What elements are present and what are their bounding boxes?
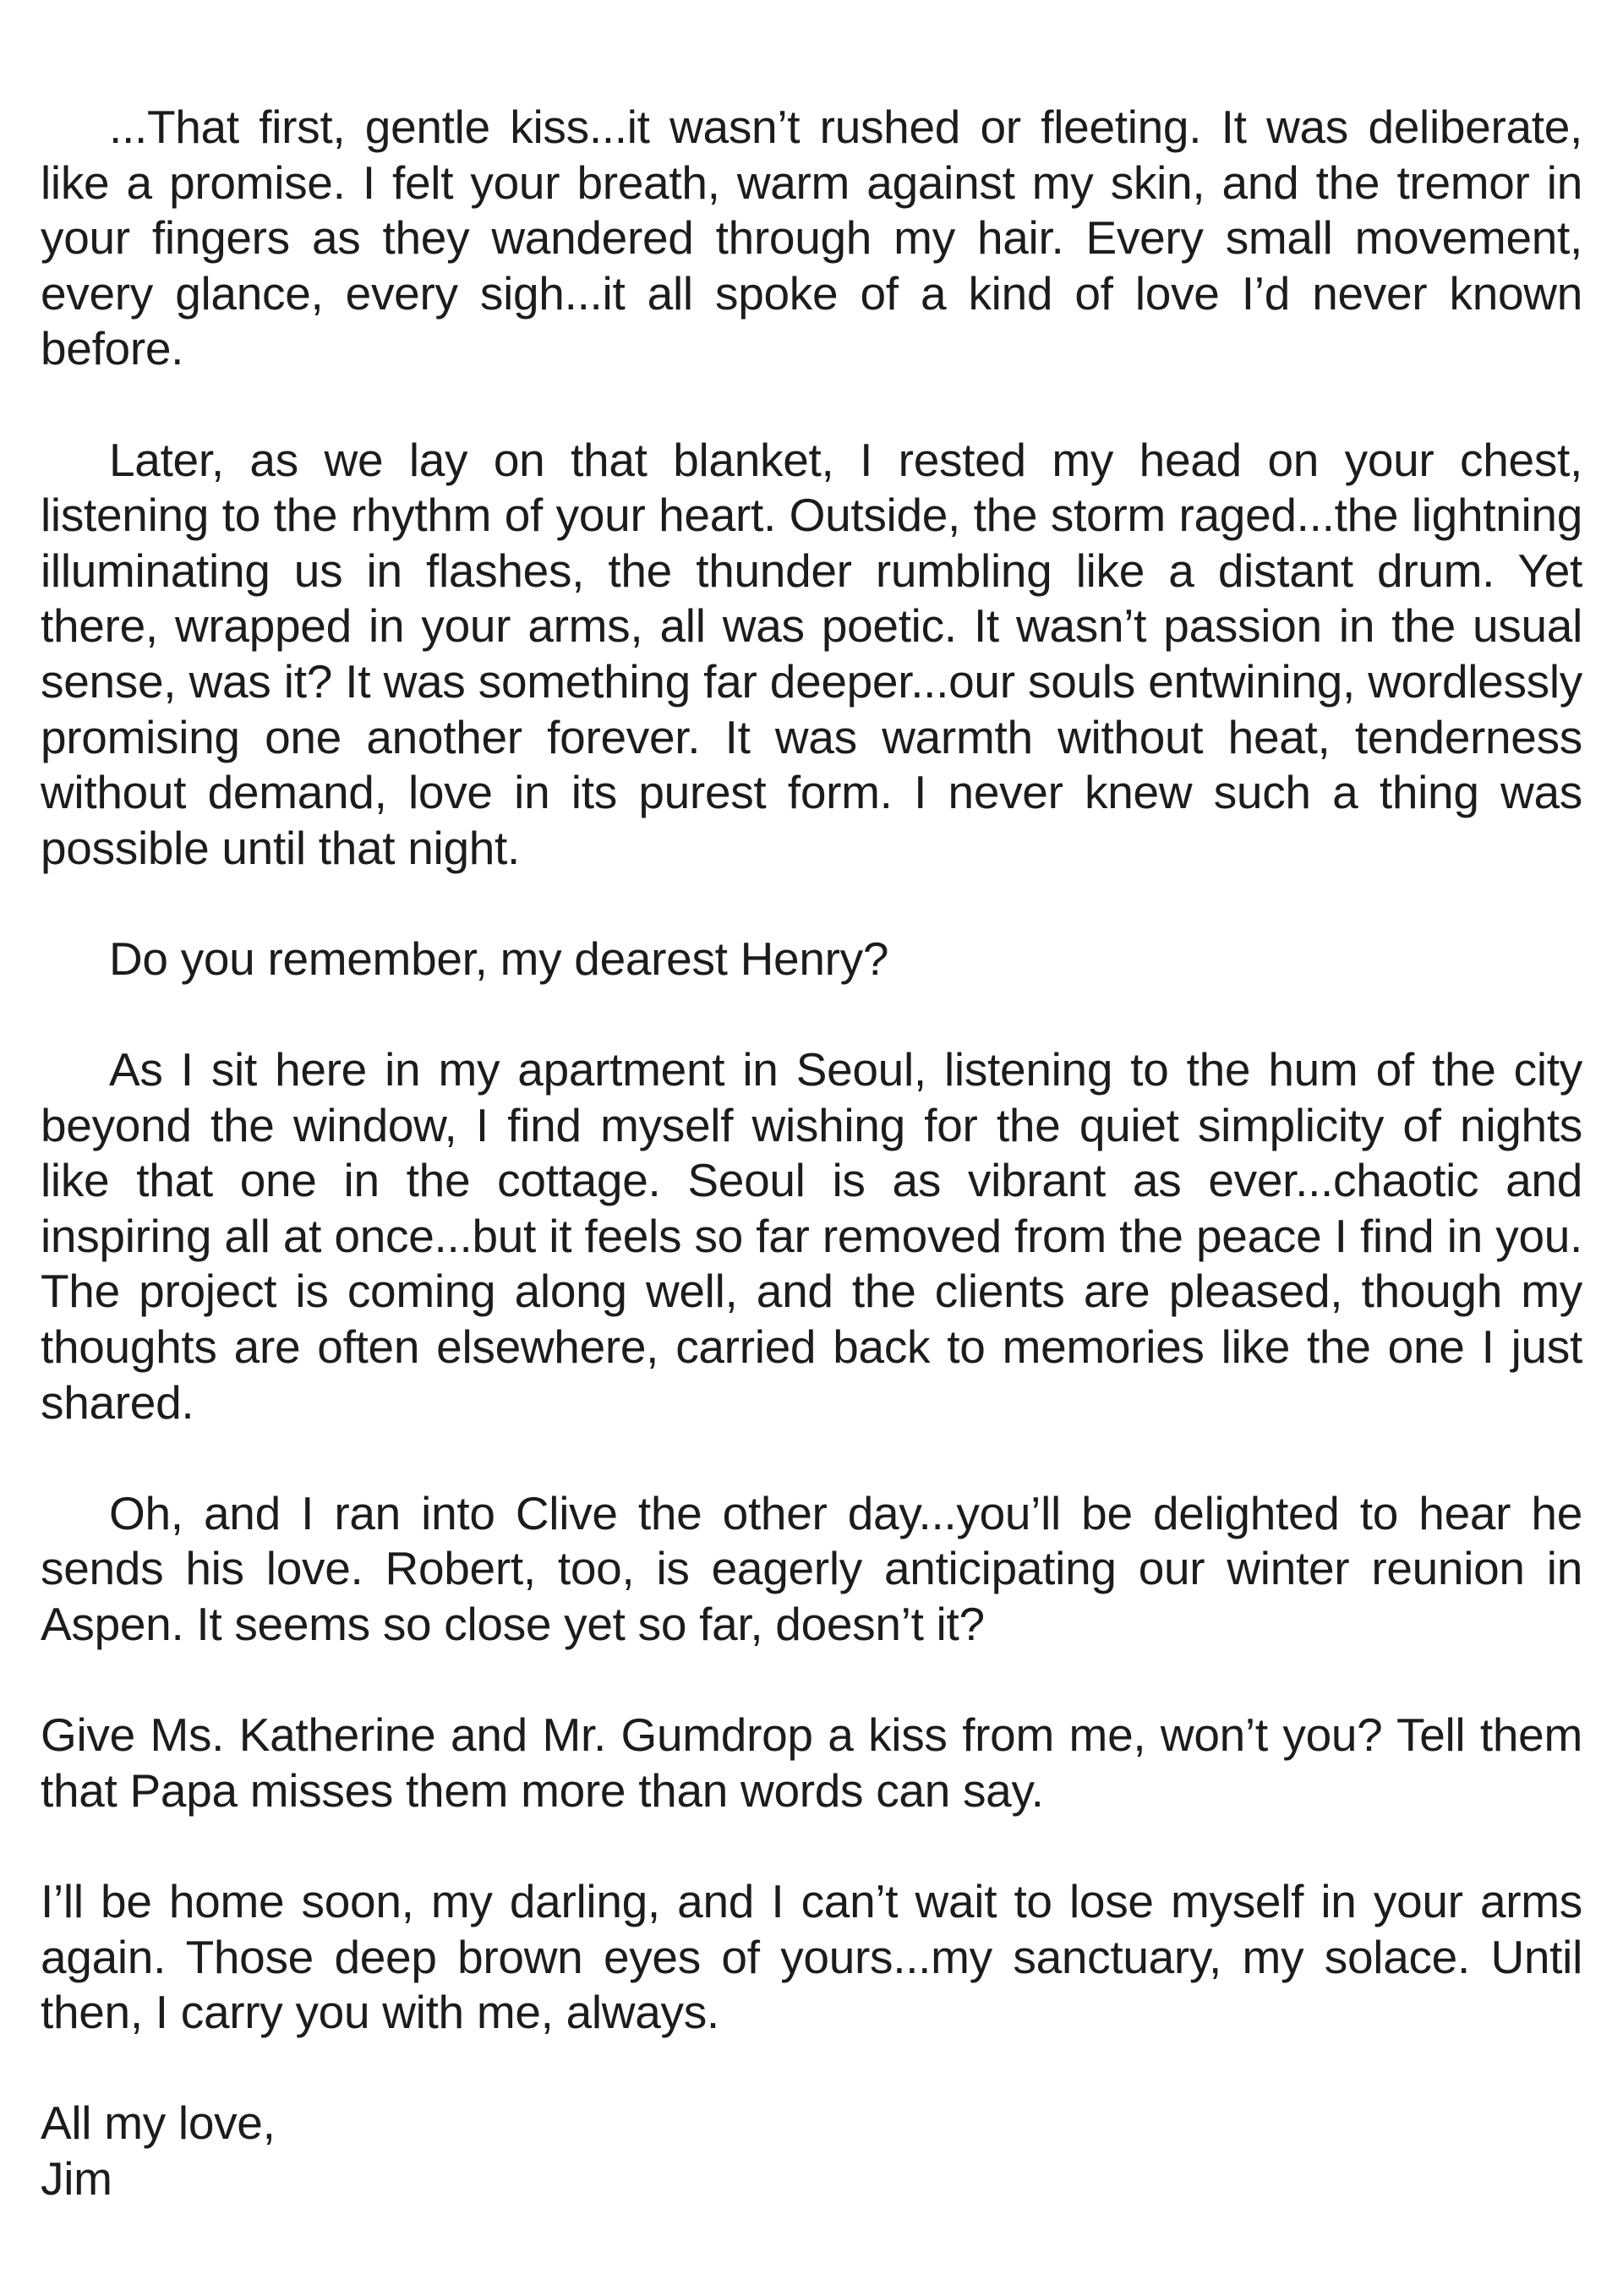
letter-paragraph: Oh, and I ran into Clive the other day...you’ll be delighted to hear he sends his love. Robert, too, is eagerly anticipating our winter reunion in Aspen. It seems so close yet so far, doesn’t it? [41, 1486, 1582, 1651]
letter-paragraph: ...That first, gentle kiss...it wasn’t rushed or fleeting. It was deliberate, like a promise. I felt your breath, warm against my skin, and the tremor in your fingers as they wandered through my hair. Every small movement, every glance, every sigh...it all spoke of a kind of love I’d never known before. [41, 101, 1582, 375]
letter-paragraph: As I sit here in my apartment in Seoul, listening to the hum of the city beyond the window, I find myself wishing for the quiet simplicity of nights like that one in the cottage. Seoul is as vibrant as ever...chaotic and inspiring all at once...but it feels so far removed from the peace I find in you. The project is coming along well, and the clients are pleased, though my thoughts are often elsewhere, carried back to memories like the one I just shared. [41, 1043, 1582, 1429]
letter-paragraph: I’ll be home soon, my darling, and I can’t wait to lose myself in your arms again. Those deep brown eyes of yours...my sanctuary, my solace. Until then, I carry you with me, always. [41, 1875, 1582, 2039]
letter-paragraph: Give Ms. Katherine and Mr. Gumdrop a kiss from me, won’t you? Tell them that Papa misses them more than words can say. [41, 1708, 1582, 1817]
letter-paragraph: Later, as we lay on that blanket, I rested my head on your chest, listening to the rhythm of your heart. Outside, the storm raged...the lightning illuminating us in flashes, the thunder rumbling like a distant drum. Yet there, wrapped in your arms, all was poetic. It wasn’t passion in the usual sense, was it? It was something far deeper...our souls entwining, wordlessly promising one another forever. It was warmth without heat, tenderness without demand, love in its purest form. I never knew such a thing was possible until that night. [41, 433, 1582, 874]
letter-signoff [41, 2096, 1582, 2206]
letter-page [41, 100, 1582, 2207]
letter-paragraph: Do you remember, my dearest Henry? [109, 932, 889, 985]
letter-closing: All my love, [41, 2096, 276, 2150]
letter-signature: Jim [41, 2151, 112, 2205]
